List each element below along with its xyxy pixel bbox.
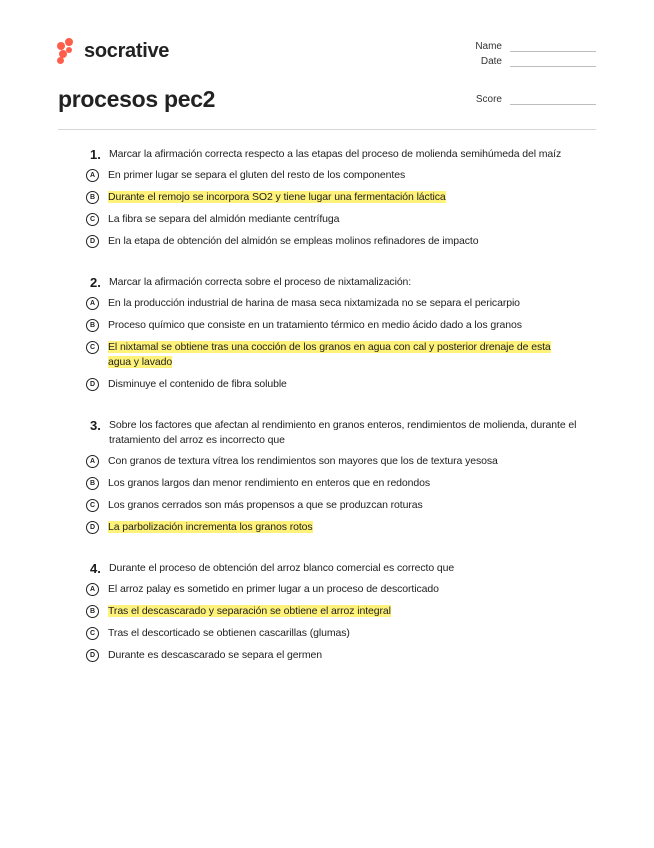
question-text: Marcar la afirmación correcta respecto a las etapas del proceso de molienda semihúmeda del maíz [109, 148, 562, 160]
answer-letter-badge[interactable]: A [86, 455, 99, 468]
question-number: 3. [90, 418, 101, 433]
answer-list [0, 454, 654, 535]
date-line[interactable] [510, 57, 596, 67]
question-4 [0, 561, 654, 663]
header-divider [58, 129, 596, 130]
answer-letter-badge[interactable]: B [86, 605, 99, 618]
score-line[interactable] [510, 95, 596, 105]
score-field[interactable] [476, 94, 596, 105]
question-number: 1. [90, 147, 101, 162]
answer-text-content: La parbolización incrementa los granos rotos [108, 521, 313, 533]
answer-text [108, 296, 574, 311]
answer-text-content: Tras el descascarado y separación se obtiene el arroz integral [108, 605, 391, 617]
answer-option-c[interactable] [0, 498, 654, 513]
question-header [0, 418, 585, 448]
answer-option-c[interactable] [0, 212, 654, 227]
answer-option-a[interactable] [0, 454, 654, 469]
answer-text [108, 318, 574, 333]
question-number: 2. [90, 275, 101, 290]
name-field[interactable] [475, 41, 596, 52]
answer-option-a[interactable] [0, 582, 654, 597]
answer-list [0, 168, 654, 249]
answer-text-content: Durante el remojo se incorpora SO2 y tiene lugar una fermentación láctica [108, 191, 446, 203]
answer-list [0, 582, 654, 663]
answer-letter-badge[interactable]: D [86, 649, 99, 662]
socrative-logo-icon [57, 38, 79, 64]
answer-text-content: Tras el descorticado se obtienen cascarillas (glumas) [108, 627, 350, 639]
answer-letter-badge[interactable]: B [86, 319, 99, 332]
answer-option-b[interactable] [0, 190, 654, 205]
answer-option-c[interactable] [0, 626, 654, 641]
answer-text-content: El arroz palay es sometido en primer lugar a un proceso de descorticado [108, 583, 439, 595]
name-label: Name [475, 41, 502, 52]
question-text: Durante el proceso de obtención del arroz blanco comercial es correcto que [109, 562, 455, 574]
answer-text [108, 476, 574, 491]
answer-option-d[interactable] [0, 234, 654, 249]
answer-text-content: En la producción industrial de harina de masa seca nixtamizada no se separa el pericarpio [108, 297, 520, 309]
question-list [0, 147, 654, 689]
question-header [0, 147, 585, 162]
answer-letter-badge[interactable]: D [86, 235, 99, 248]
answer-text [108, 648, 574, 663]
correct-answer-text [108, 520, 574, 535]
question-number: 4. [90, 561, 101, 576]
answer-text [108, 498, 574, 513]
correct-answer-text [108, 190, 574, 205]
answer-letter-badge[interactable]: A [86, 169, 99, 182]
answer-text-content: Con granos de textura vítrea los rendimientos son mayores que los de textura yesosa [108, 455, 498, 467]
answer-option-d[interactable] [0, 648, 654, 663]
answer-letter-badge[interactable]: C [86, 499, 99, 512]
date-label: Date [480, 56, 502, 67]
answer-text-content: En primer lugar se separa el gluten del resto de los componentes [108, 169, 406, 181]
answer-text [108, 212, 574, 227]
answer-option-d[interactable] [0, 377, 654, 392]
question-3 [0, 418, 654, 535]
answer-option-a[interactable] [0, 296, 654, 311]
answer-letter-badge[interactable]: D [86, 521, 99, 534]
answer-text-content: Los granos largos dan menor rendimiento en enteros que en redondos [108, 477, 431, 489]
correct-answer-text [108, 340, 574, 370]
worksheet-header [0, 0, 654, 140]
score-label: Score [475, 94, 502, 105]
answer-letter-badge[interactable]: B [86, 191, 99, 204]
question-header [0, 275, 585, 290]
answer-option-d[interactable] [0, 520, 654, 535]
answer-letter-badge[interactable]: C [86, 341, 99, 354]
answer-list [0, 296, 654, 392]
answer-text [108, 377, 574, 392]
answer-text [108, 234, 574, 249]
question-1 [0, 147, 654, 249]
answer-text [108, 626, 574, 641]
answer-text [108, 454, 574, 469]
question-text: Marcar la afirmación correcta sobre el proceso de nixtamalización: [109, 276, 412, 288]
answer-text-content: Durante es descascarado se separa el germen [108, 649, 322, 661]
date-field[interactable] [481, 56, 596, 67]
answer-letter-badge[interactable]: D [86, 378, 99, 391]
answer-letter-badge[interactable]: A [86, 583, 99, 596]
answer-text [108, 168, 574, 183]
answer-text-content: En la etapa de obtención del almidón se empleas molinos refinadores de impacto [108, 235, 479, 247]
correct-answer-text [108, 604, 574, 619]
answer-text [108, 582, 574, 597]
answer-letter-badge[interactable]: C [86, 213, 99, 226]
logo-wordmark: socrative [84, 39, 170, 62]
name-line[interactable] [510, 42, 596, 52]
answer-text-content: Disminuye el contenido de fibra soluble [108, 378, 287, 390]
question-header [0, 561, 585, 576]
answer-option-b[interactable] [0, 604, 654, 619]
answer-text-content: El nixtamal se obtiene tras una cocción de los granos en agua con cal y posterior drenaje de esta agua y lavado [108, 341, 551, 368]
answer-letter-badge[interactable]: C [86, 627, 99, 640]
answer-text-content: La fibra se separa del almidón mediante centrífuga [108, 213, 340, 225]
answer-letter-badge[interactable]: B [86, 477, 99, 490]
answer-option-c[interactable] [0, 340, 654, 370]
question-text: Sobre los factores que afectan al rendimiento en granos enteros, rendimientos de molienda, durante el tratamiento del arroz es incorrecto que [109, 419, 577, 446]
answer-letter-badge[interactable]: A [86, 297, 99, 310]
answer-option-a[interactable] [0, 168, 654, 183]
page-title: procesos pec2 [58, 86, 216, 112]
answer-option-b[interactable] [0, 476, 654, 491]
question-2 [0, 275, 654, 392]
answer-option-b[interactable] [0, 318, 654, 333]
answer-text-content: Proceso químico que consiste en un tratamiento térmico en medio ácido dado a los granos [108, 319, 522, 331]
socrative-logo [57, 38, 169, 64]
answer-text-content: Los granos cerrados son más propensos a que se produzcan roturas [108, 499, 423, 511]
